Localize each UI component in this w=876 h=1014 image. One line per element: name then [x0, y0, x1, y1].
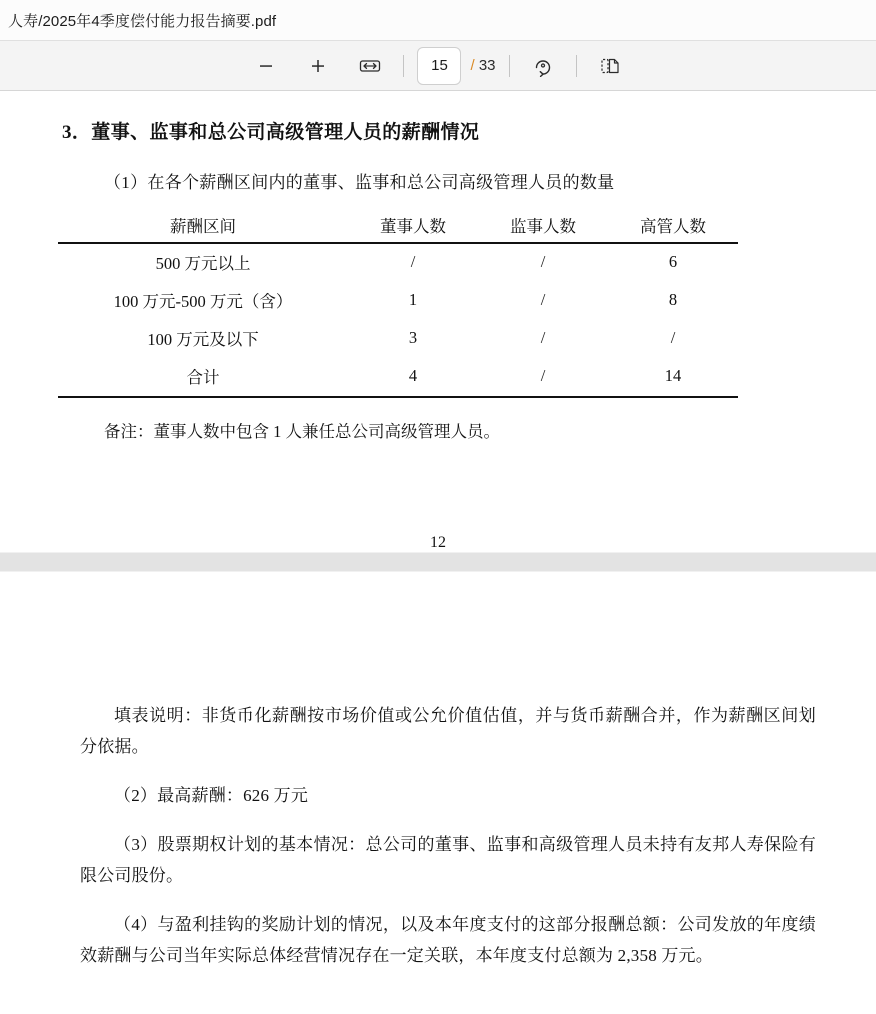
page-view-button[interactable]: [593, 49, 627, 83]
table-row: [58, 282, 738, 320]
document-title: 人寿/2025年4季度偿付能力报告摘要.pdf: [8, 12, 277, 30]
page-separator: [0, 552, 876, 572]
page-footer-number: 12: [430, 534, 446, 551]
rotate-clockwise-icon: [532, 55, 554, 77]
cell-supervisors: /: [540, 366, 546, 385]
pdf-viewer[interactable]: [0, 91, 876, 1014]
cell-executives: 8: [668, 290, 678, 309]
cell-executives: /: [670, 328, 676, 347]
pdf-page-13: [0, 572, 876, 971]
column-header-executives: 高管人数: [640, 217, 706, 236]
column-header-supervisors: 监事人数: [510, 217, 576, 236]
cell-directors: /: [410, 252, 416, 271]
table-row: [58, 320, 738, 358]
paragraph-form-instructions: 填表说明：非货币化薪酬按市场价值或公允价值估值，并与货币薪酬合并，作为薪酬区间划分依据。: [80, 706, 816, 756]
cell-directors: 3: [408, 328, 418, 347]
plus-icon: [309, 57, 327, 75]
subsection-heading: （1）在各个薪酬区间内的董事、监事和总公司高级管理人员的数量: [104, 173, 615, 192]
page-count-slash: /: [470, 57, 475, 74]
paragraph-spacer: [0, 811, 876, 829]
paragraph-profit-linked-incentive: （4）与盈利挂钩的奖励计划的情况，以及本年度支付的这部分报酬总额：公司发放的年度绩效薪酬与公司当年实际总体经营情况存在一定关联，本年度支付总额为 2,358 万元。: [80, 915, 816, 965]
fit-to-width-button[interactable]: [353, 49, 387, 83]
cell-executives: 14: [664, 366, 682, 385]
section-heading: 3．董事、监事和总公司高级管理人员的薪酬情况: [62, 122, 480, 143]
paragraph-highest-salary: （2）最高薪酬：626 万元: [114, 786, 309, 805]
page-count-label: [470, 57, 495, 74]
table-row-total: [58, 358, 738, 397]
paragraph-stock-option-plan: （3）股票期权计划的基本情况：总公司的董事、监事和高级管理人员未持有友邦人寿保险有限公司股份。: [80, 835, 816, 885]
fit-width-icon: [359, 57, 381, 75]
cell-directors: 1: [408, 290, 418, 309]
cell-supervisors: /: [540, 252, 546, 271]
zoom-out-button[interactable]: [249, 49, 283, 83]
column-header-directors: 董事人数: [380, 217, 446, 236]
page-layout-icon: [600, 56, 620, 76]
page-number-input[interactable]: [417, 47, 461, 85]
cell-range: 合计: [186, 368, 220, 387]
cell-supervisors: /: [540, 290, 546, 309]
cell-supervisors: /: [540, 328, 546, 347]
cell-executives: 6: [668, 252, 678, 271]
zoom-in-button[interactable]: [301, 49, 335, 83]
cell-range: 500 万元以上: [155, 254, 251, 273]
cell-directors: 4: [408, 366, 418, 385]
page-count-total: 33: [478, 57, 496, 74]
toolbar-divider: [403, 55, 404, 77]
window-title-bar: [0, 0, 876, 41]
table-header: [58, 207, 738, 243]
table-row: [58, 243, 738, 282]
column-header-range: 薪酬区间: [170, 217, 236, 236]
paragraph-spacer: [0, 891, 876, 909]
cell-range: 100 万元-500 万元（含）: [113, 292, 293, 311]
pdf-toolbar: [0, 41, 876, 91]
page-top-margin: [0, 572, 876, 700]
table-body: [58, 243, 738, 397]
toolbar-divider-2: [509, 55, 510, 77]
rotate-button[interactable]: [526, 49, 560, 83]
cell-range: 100 万元及以下: [147, 330, 259, 349]
table-header-row: [58, 207, 738, 243]
pdf-page-12: [0, 91, 876, 552]
toolbar-divider-3: [576, 55, 577, 77]
compensation-table: [58, 207, 738, 398]
paragraph-spacer: [0, 762, 876, 780]
minus-icon: [257, 57, 275, 75]
table-note: 备注：董事人数中包含 1 人兼任总公司高级管理人员。: [104, 422, 500, 441]
